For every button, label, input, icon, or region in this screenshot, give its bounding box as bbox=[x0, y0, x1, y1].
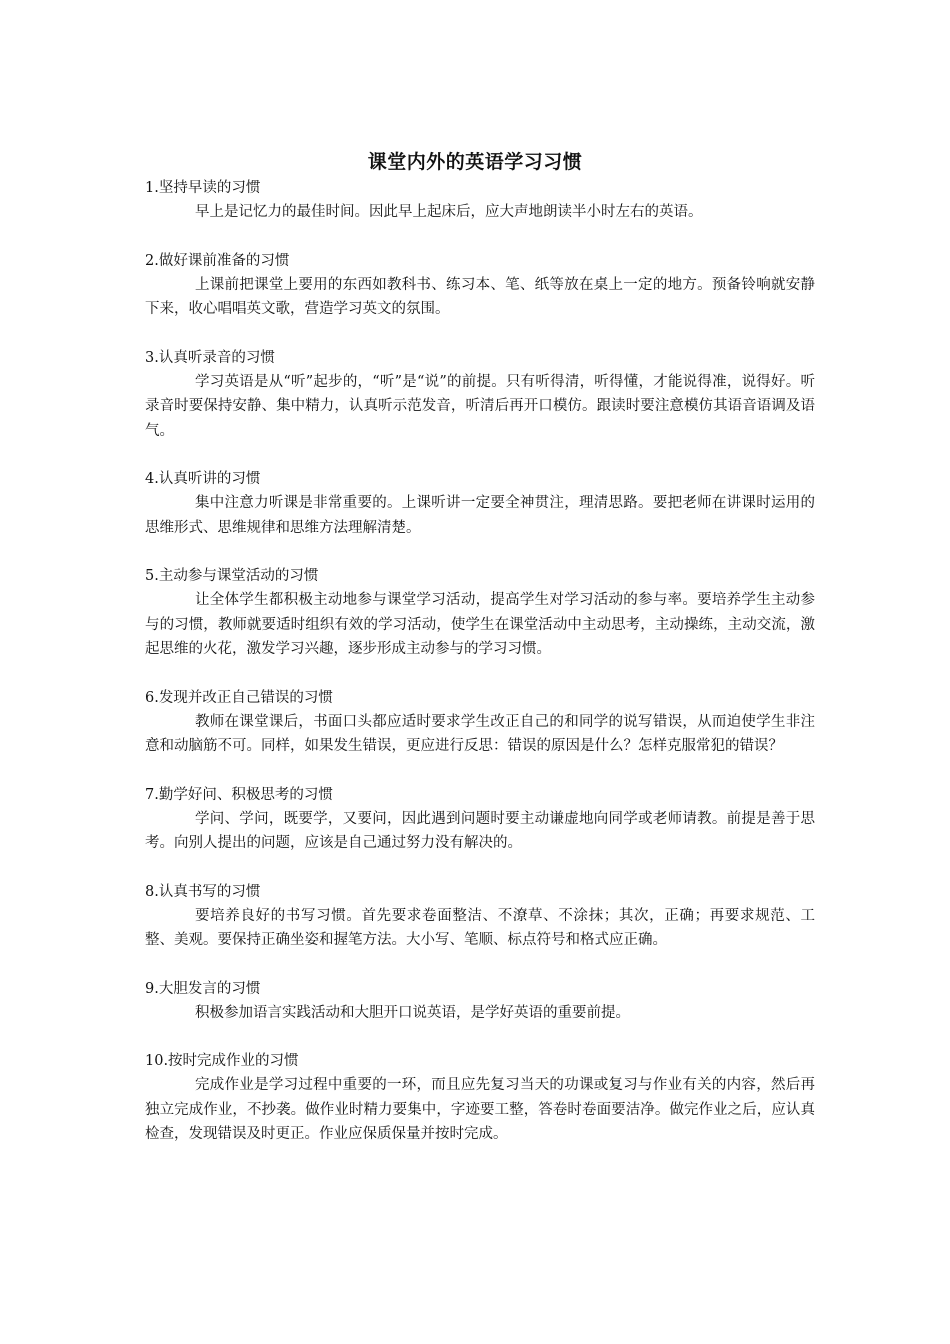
section-heading: 9.大胆发言的习惯 bbox=[145, 980, 261, 997]
section-4 bbox=[145, 467, 815, 540]
section-heading: 3.认真听录音的习惯 bbox=[145, 349, 275, 366]
section-paragraph: 上课前把课堂上要用的东西如教科书、练习本、笔、纸等放在桌上一定的地方。预备铃响就安静下来，收心唱唱英文歌，营造学习英文的氛围。 bbox=[145, 276, 815, 317]
section-2 bbox=[145, 249, 815, 322]
section-8 bbox=[145, 880, 815, 953]
section-paragraph: 学问、学问，既要学，又要问，因此遇到问题时要主动谦虚地向同学或老师请教。前提是善于思考。向别人提出的问题，应该是自己通过努力没有解决的。 bbox=[145, 810, 815, 851]
section-heading: 2.做好课前准备的习惯 bbox=[145, 252, 290, 269]
section-paragraph: 让全体学生都积极主动地参与课堂学习活动，提高学生对学习活动的参与率。要培养学生主动参与的习惯，教师就要适时组织有效的学习活动，使学生在课堂活动中主动思考，主动操练，主动交流，激起思维的火花，激发学习兴趣，逐步形成主动参与的学习习惯。 bbox=[145, 592, 815, 657]
section-heading: 7.勤学好问、积极思考的习惯 bbox=[145, 786, 333, 803]
section-heading: 6.发现并改正自己错误的习惯 bbox=[145, 689, 333, 706]
section-paragraph: 要培养良好的书写习惯。首先要求卷面整洁、不潦草、不涂抹；其次，正确；再要求规范、工整、美观。要保持正确坐姿和握笔方法。大小写、笔顺、标点符号和格式应正确。 bbox=[145, 907, 815, 948]
section-9 bbox=[145, 977, 815, 1026]
section-heading: 10.按时完成作业的习惯 bbox=[145, 1053, 299, 1069]
section-heading: 1.坚持早读的习惯 bbox=[145, 180, 261, 196]
section-paragraph: 集中注意力听课是非常重要的。上课听讲一定要全神贯注，理清思路。要把老师在讲课时运用的思维形式、思维规律和思维方法理解清楚。 bbox=[145, 495, 815, 536]
section-5 bbox=[145, 564, 815, 662]
section-heading: 4.认真听讲的习惯 bbox=[145, 471, 261, 487]
section-paragraph: 完成作业是学习过程中重要的一环，而且应先复习当天的功课或复习与作业有关的内容，然后再独立完成作业，不抄袭。做作业时精力要集中，字迹要工整，答卷时卷面要洁净。做完作业之后，应认真检查，发现错误及时更正。作业应保质保量并按时完成。 bbox=[145, 1077, 815, 1142]
section-paragraph: 教师在课堂课后，书面口头都应适时要求学生改正自己的和同学的说写错误，从而迫使学生非注意和动脑筋不可。同样，如果发生错误，更应进行反思：错误的原因是什么？怎样克服常犯的错误？ bbox=[145, 713, 815, 754]
document-title: 课堂内外的英语学习习惯 bbox=[367, 151, 583, 173]
document-body bbox=[145, 176, 815, 1171]
section-paragraph: 学习英语是从“听”起步的，“听”是“说”的前提。只有听得清，听得懂，才能说得准，说得好。听录音时要保持安静、集中精力，认真听示范发音，听清后再开口模仿。跟读时要注意模仿其语音语调及语气。 bbox=[145, 373, 815, 439]
section-paragraph: 早上是记忆力的最佳时间。因此早上起床后，应大声地朗读半小时左右的英语。 bbox=[195, 204, 703, 220]
section-7 bbox=[145, 783, 815, 856]
section-paragraph: 积极参加语言实践活动和大胆开口说英语，是学好英语的重要前提。 bbox=[195, 1004, 630, 1021]
section-10 bbox=[145, 1049, 815, 1147]
section-1 bbox=[145, 176, 815, 225]
section-3 bbox=[145, 346, 815, 444]
section-6 bbox=[145, 686, 815, 759]
section-heading: 8.认真书写的习惯 bbox=[145, 883, 261, 900]
section-heading: 5.主动参与课堂活动的习惯 bbox=[145, 568, 319, 584]
